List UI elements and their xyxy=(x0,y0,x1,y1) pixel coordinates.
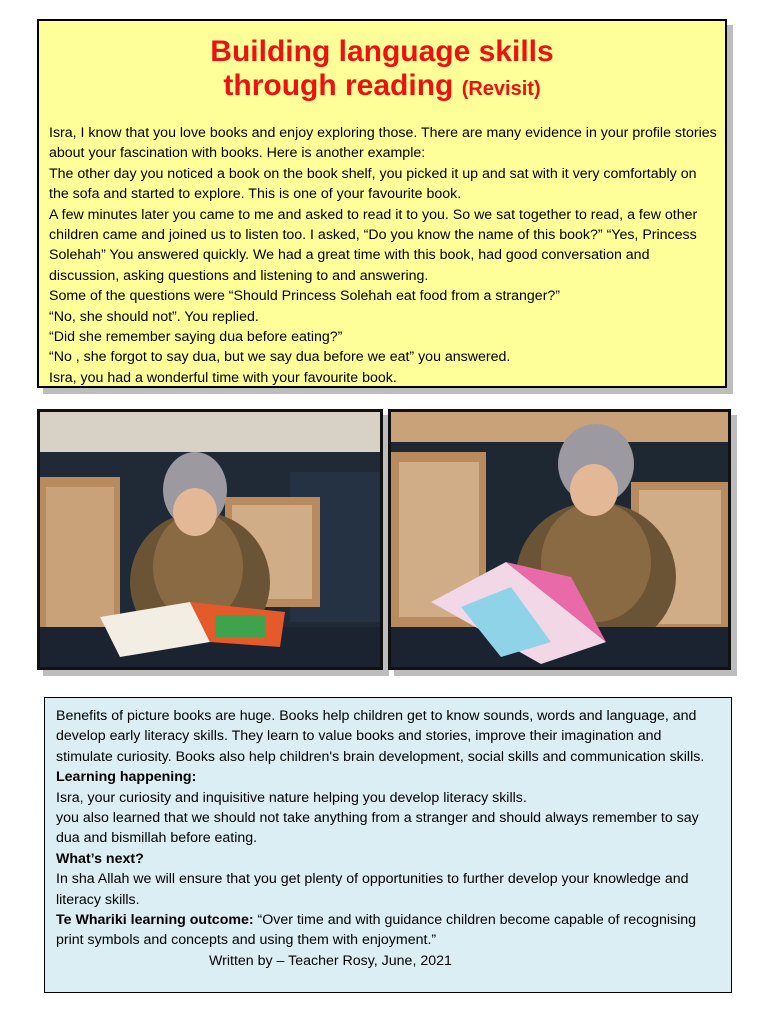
signature: Written by – Teacher Rosy, June, 2021 xyxy=(209,952,452,969)
story-paragraph: “No , she forgot to say dua, but we say dua before we eat” you answered. xyxy=(49,349,511,366)
learning-text: you also learned that we should not take anything from a stranger and should always remember to say dua and bismillah before eating. xyxy=(56,810,699,847)
photo-reading-left xyxy=(37,409,383,670)
photo-illustration-right xyxy=(391,412,728,667)
next-text: In sha Allah we will ensure that you get plenty of opportunities to further develop your knowledge and literacy skills. xyxy=(56,871,689,908)
outcome-text: “Over time and with guidance children become capable of recognising print symbols and concepts and using them with enjoyment.” xyxy=(56,912,697,949)
photo-illustration-left xyxy=(40,412,380,667)
page-title xyxy=(39,35,725,106)
story-paragraph: The other day you noticed a book on the book shelf, you picked it up and sat with it very comfortably on the sofa and started to explore. This is one of your favourite book. xyxy=(49,165,697,203)
outcome-label: Te Whariki learning outcome: xyxy=(56,912,254,929)
title-suffix: (Revisit) xyxy=(461,78,541,100)
story-paragraph: Isra, I know that you love books and enjoy exploring those. There are many evidence in your profile stories about your fascination with books. Here is another example: xyxy=(49,125,717,162)
benefits-text: Benefits of picture books are huge. Books help children get to know sounds, words and language, and develop early literacy skills. They learn to value books and stories, improve their imagination and stimulate curiosity. Books also help children's brain development, social skills and communication skills. xyxy=(56,708,705,765)
story-paragraph: Isra, you had a wonderful time with your favourite book. xyxy=(49,369,397,386)
reflection-box xyxy=(44,697,732,993)
photo-reading-right xyxy=(388,409,731,670)
story-paragraph: “No, she should not”. You replied. xyxy=(49,308,259,325)
learning-text: Isra, your curiosity and inquisitive nature helping you develop literacy skills. xyxy=(56,789,527,806)
title-line-2-main: through reading xyxy=(223,69,454,102)
next-heading: What’s next? xyxy=(56,850,144,867)
title-line-1: Building language skills xyxy=(210,35,554,68)
outcome-paragraph xyxy=(56,910,721,951)
story-paragraph: A few minutes later you came to me and asked to read it to you. So we sat together to read, a few other children came and joined us to listen too. I asked, “Do you know the name of this book?” “Yes, Princess Solehah” You answered quickly. We had a great time with this book, had good conversation and discussion, asking questions and listening to and answering. xyxy=(49,206,698,284)
story-box xyxy=(37,19,727,388)
story-paragraph: Some of the questions were “Should Princess Solehah eat food from a stranger?” xyxy=(49,288,561,305)
story-text xyxy=(49,123,717,388)
story-paragraph: “Did she remember saying dua before eating?” xyxy=(49,329,343,346)
title-line-2 xyxy=(39,69,725,106)
learning-heading: Learning happening: xyxy=(56,769,197,786)
